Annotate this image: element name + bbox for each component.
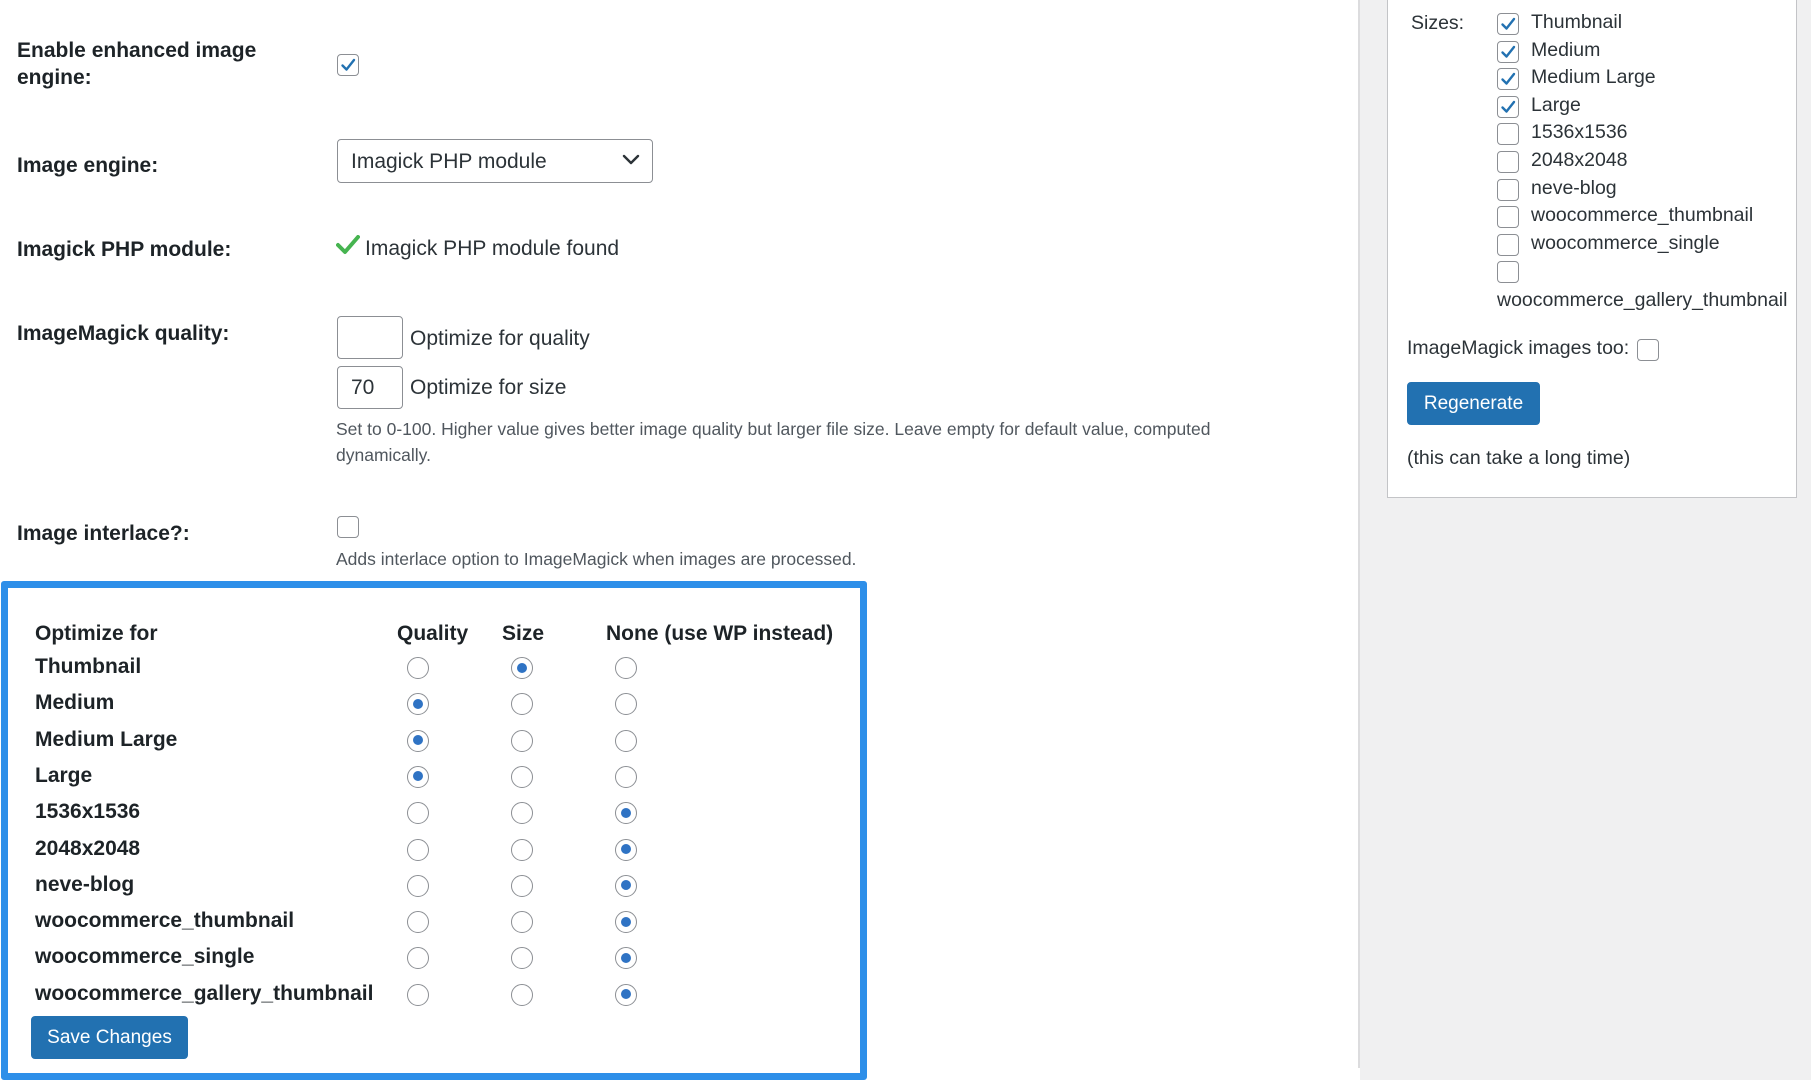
imagemagick-too-checkbox[interactable] bbox=[1637, 339, 1659, 361]
checkbox-check-icon bbox=[1499, 70, 1517, 88]
image-engine-label: Image engine: bbox=[17, 154, 159, 177]
optimize-quality-radio[interactable] bbox=[407, 802, 429, 824]
regenerate-panel bbox=[1387, 0, 1797, 498]
quality-help-text bbox=[336, 416, 1211, 468]
imagemagick-quality-label: ImageMagick quality: bbox=[17, 322, 230, 345]
size-option-label: 2048x2048 bbox=[1531, 149, 1628, 171]
optimize-quality-radio[interactable] bbox=[407, 693, 429, 715]
size-checkbox[interactable] bbox=[1497, 123, 1519, 145]
size-option-label: 1536x1536 bbox=[1531, 121, 1628, 144]
image-interlace-label: Image interlace?: bbox=[17, 522, 190, 545]
enhanced-engine-checkbox[interactable] bbox=[337, 54, 359, 76]
header-quality: Quality bbox=[397, 622, 469, 645]
optimize-quality-radio[interactable] bbox=[407, 984, 429, 1006]
optimize-row-label: Thumbnail bbox=[35, 655, 142, 678]
chevron-down-icon bbox=[622, 154, 640, 166]
optimize-size-text: Optimize for size bbox=[410, 376, 567, 399]
image-engine-value: Imagick PHP module bbox=[351, 150, 547, 173]
optimize-none-radio[interactable] bbox=[615, 730, 637, 752]
optimize-size-radio[interactable] bbox=[511, 693, 533, 715]
enhanced-engine-label-line1: Enable enhanced image bbox=[17, 39, 257, 62]
size-option-label: neve-blog bbox=[1531, 176, 1617, 199]
size-checkbox[interactable] bbox=[1497, 96, 1519, 118]
size-option-label: Medium bbox=[1531, 38, 1601, 61]
checkbox-check-icon bbox=[1499, 98, 1517, 116]
size-option-label: Thumbnail bbox=[1531, 11, 1623, 33]
size-option-label: woocommerce_single bbox=[1531, 231, 1720, 254]
optimize-row-label: 2048x2048 bbox=[35, 836, 141, 860]
save-changes-button[interactable]: Save Changes bbox=[31, 1016, 188, 1059]
interlace-help-text: Adds interlace option to ImageMagick when images are processed. bbox=[336, 549, 857, 569]
imagick-module-status: Imagick PHP module found bbox=[365, 237, 620, 260]
optimize-row-label: woocommerce_gallery_thumbnail bbox=[35, 981, 374, 1005]
size-input[interactable] bbox=[337, 366, 403, 409]
enhanced-engine-label-line2: engine: bbox=[17, 66, 92, 89]
image-engine-select[interactable] bbox=[337, 139, 653, 183]
size-checkbox[interactable] bbox=[1497, 234, 1519, 256]
optimize-size-radio[interactable] bbox=[511, 839, 533, 861]
size-input-value: 70 bbox=[351, 376, 375, 399]
optimize-none-radio[interactable] bbox=[615, 802, 637, 824]
optimize-size-radio[interactable] bbox=[511, 730, 533, 752]
optimize-row-label: neve-blog bbox=[35, 872, 135, 896]
optimize-size-radio[interactable] bbox=[511, 802, 533, 824]
quality-input[interactable] bbox=[337, 316, 403, 359]
optimize-quality-radio[interactable] bbox=[407, 911, 429, 933]
optimize-size-radio[interactable] bbox=[511, 911, 533, 933]
regenerate-button[interactable]: Regenerate bbox=[1407, 382, 1540, 425]
size-checkbox[interactable] bbox=[1497, 179, 1519, 201]
optimize-size-radio[interactable] bbox=[511, 984, 533, 1006]
quality-help-line1: Set to 0-100. Higher value gives better image quality but larger file size. Leave empty for default value, computed bbox=[336, 419, 1211, 439]
size-checkbox[interactable] bbox=[1497, 41, 1519, 63]
size-checkbox[interactable] bbox=[1497, 13, 1519, 35]
optimize-table-box bbox=[1, 581, 867, 1080]
optimize-row-label: woocommerce_thumbnail bbox=[35, 909, 295, 933]
optimize-row-label: Medium bbox=[35, 691, 115, 715]
header-none: None (use WP instead) bbox=[606, 622, 834, 645]
optimize-none-radio[interactable] bbox=[615, 984, 637, 1006]
optimize-row-label: Medium Large bbox=[35, 727, 178, 751]
checkbox-check-icon bbox=[1499, 43, 1517, 61]
optimize-none-radio[interactable] bbox=[615, 947, 637, 969]
size-checkbox[interactable] bbox=[1497, 151, 1519, 173]
regenerate-note: (this can take a long time) bbox=[1407, 447, 1631, 469]
optimize-row-label: woocommerce_single bbox=[35, 945, 255, 969]
enhanced-engine-label bbox=[17, 37, 256, 91]
optimize-none-radio[interactable] bbox=[615, 911, 637, 933]
optimize-none-radio[interactable] bbox=[615, 657, 637, 679]
imagemagick-too-label: ImageMagick images too: bbox=[1407, 337, 1630, 359]
optimize-quality-radio[interactable] bbox=[407, 766, 429, 788]
optimize-row-label: 1536x1536 bbox=[35, 800, 141, 824]
header-size: Size bbox=[502, 622, 545, 645]
checkbox-check-icon bbox=[339, 56, 357, 74]
quality-help-line2: dynamically. bbox=[336, 445, 431, 465]
image-interlace-checkbox[interactable] bbox=[337, 516, 359, 538]
optimize-quality-radio[interactable] bbox=[407, 875, 429, 897]
optimize-none-radio[interactable] bbox=[615, 839, 637, 861]
size-checkbox[interactable] bbox=[1497, 68, 1519, 90]
optimize-quality-radio[interactable] bbox=[407, 657, 429, 679]
optimize-size-radio[interactable] bbox=[511, 657, 533, 679]
optimize-none-radio[interactable] bbox=[615, 875, 637, 897]
optimize-none-radio[interactable] bbox=[615, 766, 637, 788]
size-checkbox[interactable] bbox=[1497, 206, 1519, 228]
header-optimize-for: Optimize for bbox=[35, 622, 158, 645]
optimize-size-radio[interactable] bbox=[511, 875, 533, 897]
size-option-label: woocommerce_thumbnail bbox=[1531, 204, 1754, 227]
size-option-label: woocommerce_gallery_thumbnail bbox=[1497, 289, 1788, 312]
imagick-module-label: Imagick PHP module: bbox=[17, 238, 232, 261]
checkmark-icon bbox=[336, 235, 360, 255]
optimize-quality-radio[interactable] bbox=[407, 839, 429, 861]
optimize-quality-radio[interactable] bbox=[407, 947, 429, 969]
optimize-size-radio[interactable] bbox=[511, 766, 533, 788]
optimize-quality-radio[interactable] bbox=[407, 730, 429, 752]
optimize-size-radio[interactable] bbox=[511, 947, 533, 969]
size-checkbox[interactable] bbox=[1497, 261, 1519, 283]
optimize-quality-text: Optimize for quality bbox=[410, 327, 590, 350]
checkbox-check-icon bbox=[1499, 15, 1517, 33]
optimize-row-label: Large bbox=[35, 763, 93, 787]
optimize-none-radio[interactable] bbox=[615, 693, 637, 715]
column-divider bbox=[1358, 0, 1360, 1068]
size-option-label: Large bbox=[1531, 93, 1581, 116]
sizes-label: Sizes: bbox=[1411, 12, 1465, 34]
size-option-label: Medium Large bbox=[1531, 66, 1656, 89]
